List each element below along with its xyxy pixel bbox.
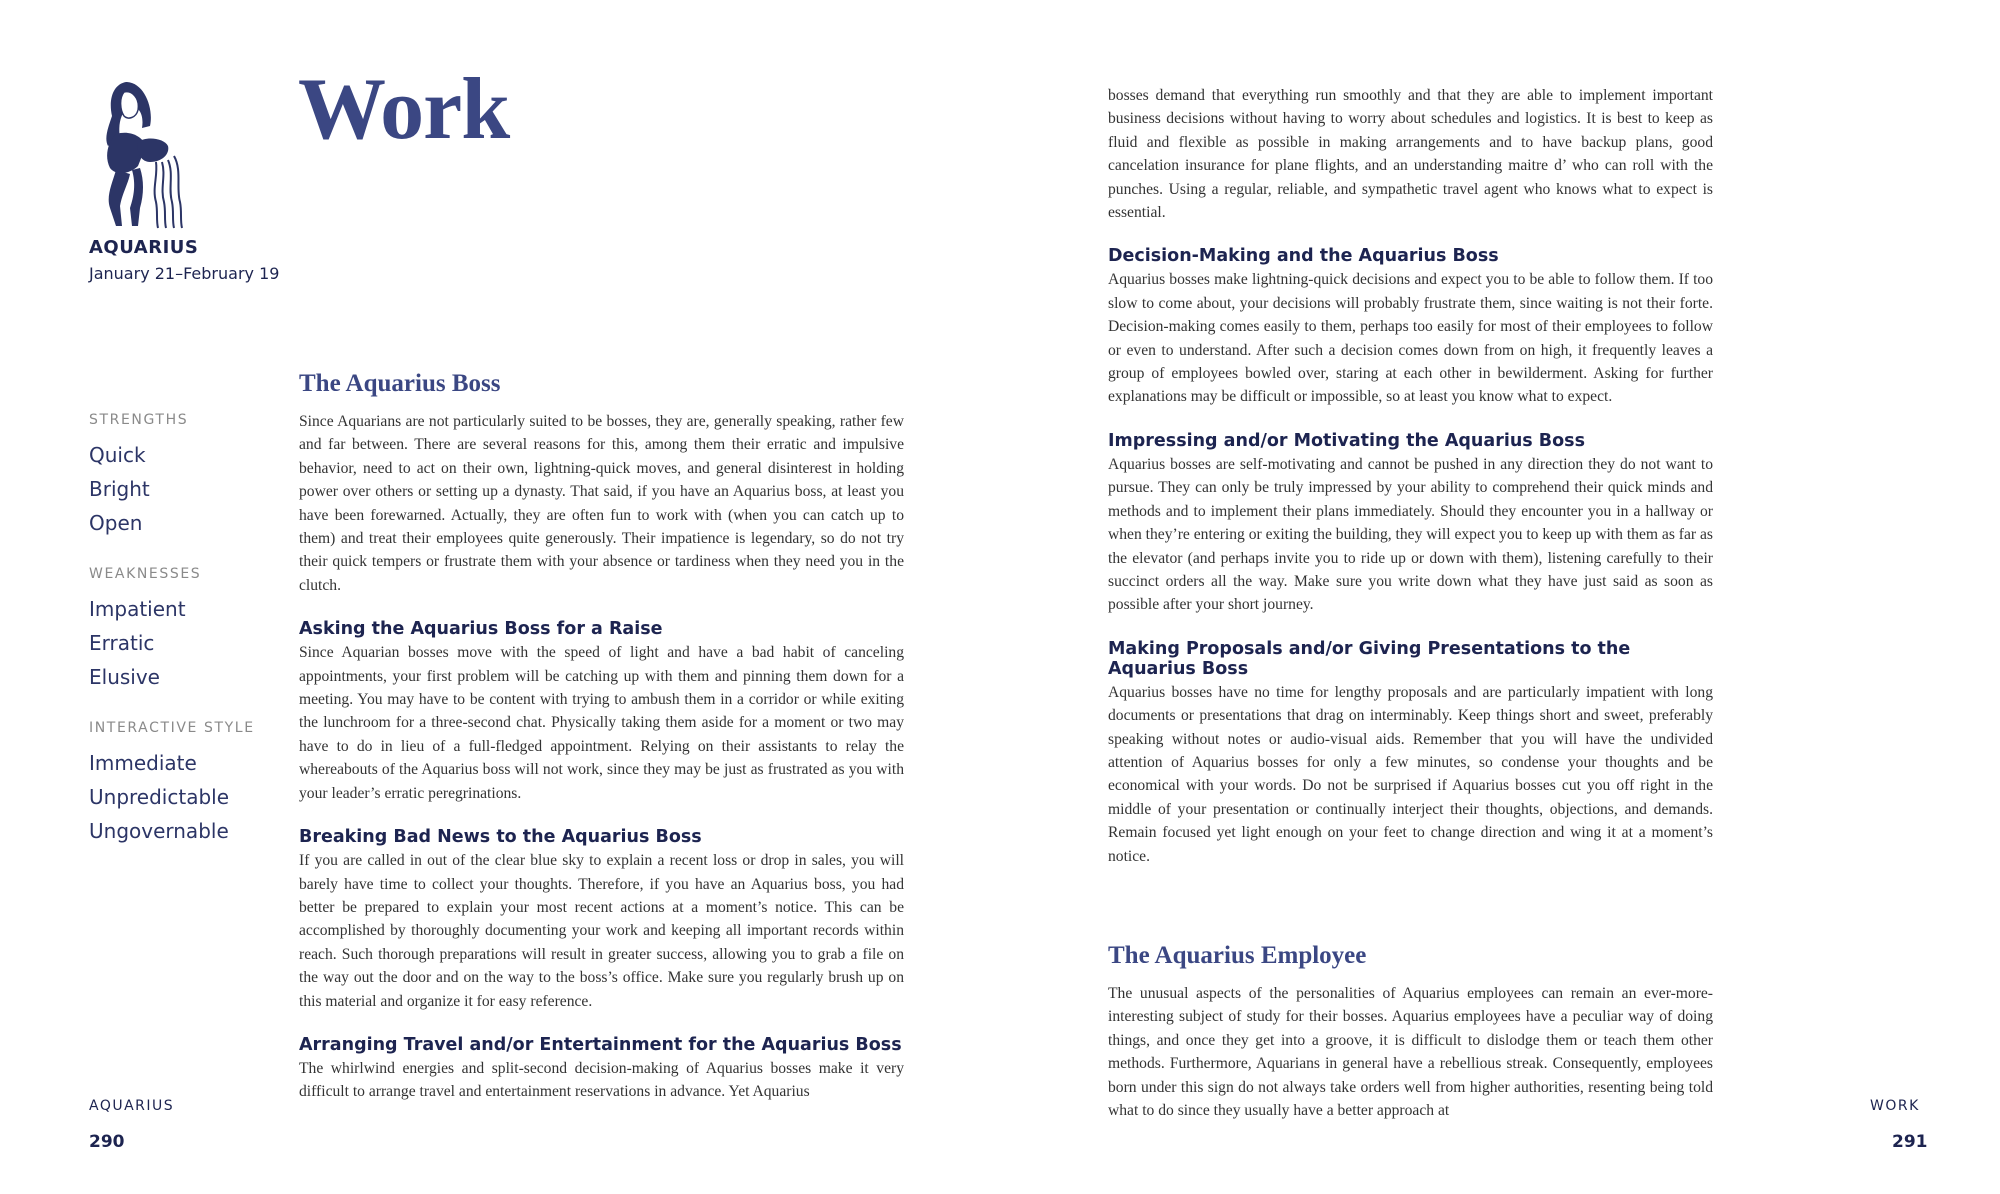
running-footer: WORK: [1870, 1098, 1920, 1114]
body-paragraph: Since Aquarians are not particularly suited to be bosses, they are, generally speaking, rather few and far between. There are several reasons for this, among them their erratic and impulsive behavior, need to act on their own, lightning-quick moves, and general disinterest in holding power over others or setting up a dynasty. That said, if you have an Aquarius boss, at least you have been forewarned. Actually, they are often fun to work with (when you can catch up to them) and treat their employees quite generously. Their impatience is legendary, so do not try their quick tempers or frustrate them with your absence or tardiness when they need you in the clutch.: [299, 413, 904, 594]
trait-item: Ungovernable: [89, 819, 229, 843]
subsection-title: Asking the Aquarius Boss for a Raise: [299, 619, 663, 640]
trait-item: Immediate: [89, 751, 197, 775]
sign-name: AQUARIUS: [89, 237, 199, 258]
trait-item: Elusive: [89, 665, 160, 689]
body-paragraph: If you are called in out of the clear blue sky to explain a recent loss or drop in sales, you will barely have time to collect your thoughts. Therefore, if you have an Aquarius boss, you had better be prepared to explain your most recent actions at a moment’s notice. This can be accomplished by thoroughly documenting your work and keeping all important records within reach. Such thorough preparations will result in greater success, allowing you to grab a file on the way out the door and on the way to the boss’s office. Make sure you regularly brush up on this material and organize it for easy reference.: [299, 852, 904, 1010]
trait-item: Impatient: [89, 597, 186, 621]
sign-dates: January 21–February 19: [89, 264, 280, 283]
body-paragraph: The whirlwind energies and split-second decision-making of Aquarius bosses make it very difficult to arrange travel and entertainment reservations in advance. Yet Aquarius: [299, 1059, 904, 1101]
trait-title: STRENGTHS: [89, 412, 189, 428]
body-paragraph: Aquarius bosses are self-motivating and cannot be pushed in any direction they do not want to pursue. They can only be truly impressed by your ability to comprehend their quick minds and methods and to implement their plans immediately. Should they encounter you in a hallway or when they’re entering or exiting the building, they will expect you to keep up with them as far as the elevator (and perhaps invite you to ride up or down with them), listening carefully to their succinct orders all the way. Make sure you write down what they have just said as soon as possible after your short journey.: [1108, 455, 1713, 614]
right-page: [1000, 0, 2000, 1194]
trait-item: Erratic: [89, 631, 155, 655]
subsection-title: Making Proposals and/or Giving Presentations to the Aquarius Boss: [1108, 638, 1631, 679]
body-paragraph: bosses demand that everything run smoothly and that they are able to implement important business decisions without having to worry about schedules and logistics. It is best to keep as fluid and flexible as possible in making arrangements and to have backup plans, good cancelation insurance for plane flights, and an understanding maitre d’ who can roll with the punches. Using a regular, reliable, and sympathetic travel agent who knows what to expect is essential.: [1108, 87, 1713, 222]
trait-title: WEAKNESSES: [89, 566, 202, 582]
trait-item: Unpredictable: [89, 785, 229, 809]
page-number: 291: [1892, 1132, 1928, 1152]
subsection-title: Arranging Travel and/or Entertainment for the Aquarius Boss: [299, 1034, 902, 1055]
traits-sidebar: [89, 412, 289, 874]
body-paragraph: Since Aquarian bosses move with the speed of light and have a bad habit of canceling appointments, your first problem will be catching up with them and pinning them down for a meeting. You may have to be content with trying to ambush them in a corridor or while exiting the lunchroom for a three-second chat. Physically taking them aside for a moment or two may have to do in lieu of a full-fledged appointment. Relying on their assistants to relay the whereabouts of the Aquarius boss will not work, since they may be just as frustrated as you with your leader’s erratic peregrinations.: [299, 644, 904, 802]
running-footer: AQUARIUS: [89, 1098, 175, 1114]
section-title: The Aquarius Employee: [1108, 941, 1367, 969]
interactive-style-group: [89, 720, 289, 848]
strengths-group: [89, 412, 289, 540]
aquarius-water-bearer-icon: [86, 76, 196, 231]
subsection-title: Breaking Bad News to the Aquarius Boss: [299, 827, 702, 848]
body-paragraph: The unusual aspects of the personalities of Aquarius employees can remain an ever-more-interesting subject of study for their bosses. Aquarius employees have a peculiar way of doing things, and once they get into a groove, it is difficult to dislodge them or teach them other methods. Furthermore, Aquarians in general have a rebellious streak. Consequently, employees born under this sign do not always take orders well from higher authorities, resenting being told what to do since they usually have a better approach at: [1108, 984, 1713, 1119]
subsection-title: Decision-Making and the Aquarius Boss: [1108, 246, 1499, 267]
page-number: 290: [89, 1132, 125, 1152]
body-paragraph: Aquarius bosses make lightning-quick decisions and expect you to be able to follow them. If too slow to come about, your decisions will probably frustrate them, since waiting is not their forte. Decision-making comes easily to them, perhaps too easily for most of their employees to follow or even to understand. After such a decision comes down from on high, it frequently leaves a group of employees bowled over, staring at each other in bewilderment. Asking for further explanations may be difficult or impossible, so at least you know what to expect.: [1108, 271, 1713, 406]
trait-item: Quick: [89, 443, 146, 467]
trait-item: Open: [89, 511, 143, 535]
body-paragraph: Aquarius bosses have no time for lengthy proposals and are particularly impatient with long documents or presentations that drag on interminably. Keep things short and sweet, preferably speaking without notes or audio-visual aids. Remember that you will have the undivided attention of Aquarius bosses for only a few minutes, so condense your thoughts and be economical with your words. Do not be surprised if Aquarius bosses cut you off right in the middle of your presentation or continually interject their thoughts, objections, and demands. Remain focused yet light enough on your feet to change direction and wing it at a moment’s notice.: [1108, 683, 1713, 865]
weaknesses-group: [89, 566, 289, 694]
left-text-column: [299, 370, 904, 1126]
section-title: The Aquarius Boss: [299, 370, 501, 397]
right-text-column: [1108, 84, 1713, 1144]
page-heading: Work: [298, 61, 510, 158]
trait-item: Bright: [89, 477, 150, 501]
trait-title: INTERACTIVE STYLE: [89, 720, 255, 736]
subsection-title: Impressing and/or Motivating the Aquarius Boss: [1108, 430, 1585, 451]
